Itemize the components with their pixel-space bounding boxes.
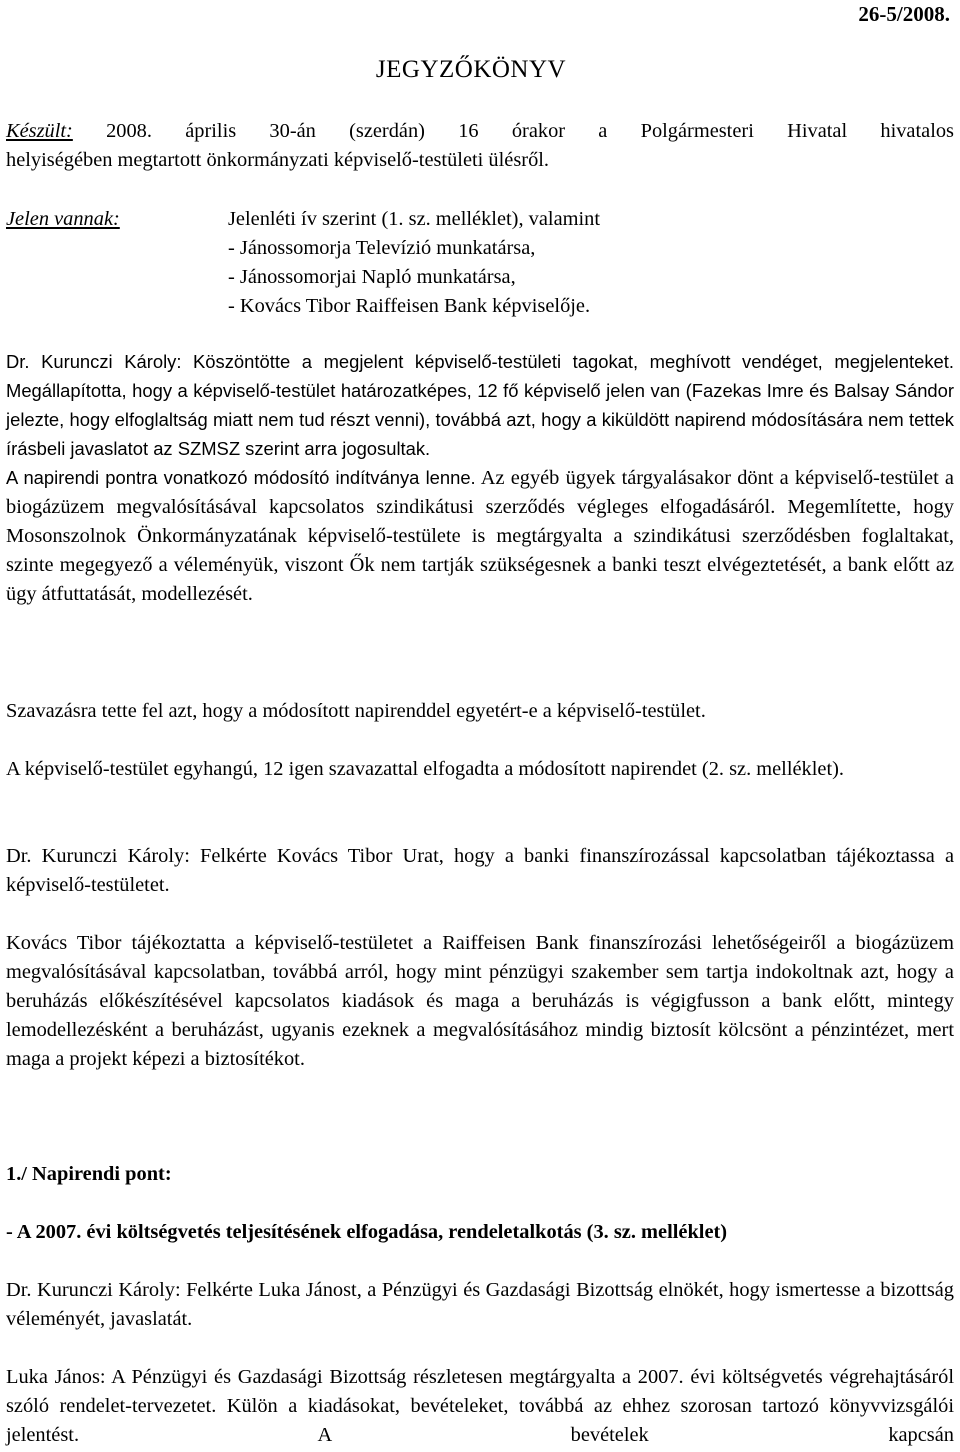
present-item: - Jánossomorjai Napló munkatársa, — [228, 266, 516, 288]
luka-paragraph: Luka János: A Pénzügyi és Gazdasági Bizottság részletesen megtárgyalta a 2007. évi költségvetés végrehajtásáról szóló rendelet-tervezetet. Külön a kiadásokat, bevételeket, továbbá az ehhez szorosan tartozó könyvvizsgálói jelentést. A bevételek kapcsán — [6, 1366, 954, 1446]
opening-sans-line2: A napirendi pontra vonatkozó módosító indítványa lenne. — [6, 467, 476, 488]
document-number: 26-5/2008. — [858, 2, 950, 26]
present-label: Jelen vannak: — [6, 208, 120, 230]
kovacs-paragraph: Kovács Tibor tájékoztatta a képviselő-testületet a Raiffeisen Bank finanszírozási lehetőségeiről a biogázüzem megvalósításával kapcsolatban, továbbá arról, hogy mint pénzügyi szakember sem tartja indokoltnak azt, hogy a beruházás előkészítésével kapcsolatos kiadások és maga a beruházás is végigfusson a bank előtt, mintegy lemodellezésként a beruházást, ugyanis ezeknek a megvalósításához mindig biztosít kölcsönt a pénzintézet, mert maga a projekt képezi a biztosítékot. — [6, 932, 954, 1070]
vote-result: A képviselő-testület egyhangú, 12 igen szavazattal elfogadta a módosított napirendet (2. sz. melléklet). — [6, 758, 845, 780]
document-title: JEGYZŐKÖNYV — [375, 56, 567, 83]
present-item: - Jánossomorja Televízió munkatársa, — [228, 237, 536, 259]
opening-paragraph — [6, 347, 954, 609]
made-text-line2: helyiségében megtartott önkormányzati képviselő-testületi ülésről. — [6, 149, 550, 171]
request-kovacs: Dr. Kurunczi Károly: Felkérte Kovács Tibor Urat, hogy a banki finanszírozással kapcsolatban tájékoztassa a képviselő-testületet. — [6, 845, 954, 896]
present-item: - Kovács Tibor Raiffeisen Bank képviselője. — [228, 295, 591, 317]
made-label: Készült: — [6, 120, 73, 142]
request-luka: Dr. Kurunczi Károly: Felkérte Luka Jánost, a Pénzügyi és Gazdasági Bizottság elnökét, hogy ismertesse a bizottság véleményét, javaslatát. — [6, 1279, 954, 1330]
opening-sans-text: Dr. Kurunczi Károly: Köszöntötte a megjelent képviselő-testületi tagokat, meghívott vendéget, megjelenteket. Megállapította, hogy a képviselő-testület határozatképes, 12 fő képviselő jelen van (Fazekas Imre és Balsay Sándor jelezte, hogy elfoglaltság miatt nem tud részt venni), továbbá azt, hogy a kiküldött napirend módosítására nem tettek írásbeli javaslatot az SZMSZ szerint arra jogosultak. — [6, 351, 954, 459]
opening-serif-text: Az egyéb ügyek tárgyalásakor dönt a képviselő-testület a biogázüzem megvalósításával kapcsolatos szindikátusi szerződés végleges elfogadásáról. Megemlítette, hogy Mosonszolnok Önkormányzatának képviselő-testülete is megtárgyalta a szindikátusi szerződésben foglaltakat, szinte megegyező a véleményük, viszont Ők nem tartják szükségesnek a banki teszt elvégeztetését, a bank előtt az ügy átfuttatását, modellezését. — [6, 467, 954, 605]
present-list — [228, 205, 600, 321]
agenda-title: - A 2007. évi költségvetés teljesítésének elfogadása, rendeletalkotás (3. sz. melléklet) — [6, 1221, 728, 1243]
made-text-line1: 2008. április 30-án (szerdán) 16 órakor a Polgármesteri Hivatal hivatalos — [106, 120, 954, 142]
agenda-heading: 1./ Napirendi pont: — [6, 1163, 172, 1185]
made-section — [6, 117, 954, 175]
present-item: Jelenléti ív szerint (1. sz. melléklet), valamint — [228, 208, 601, 230]
vote-call: Szavazásra tette fel azt, hogy a módosított napirenddel egyetért-e a képviselő-testület. — [6, 700, 706, 722]
